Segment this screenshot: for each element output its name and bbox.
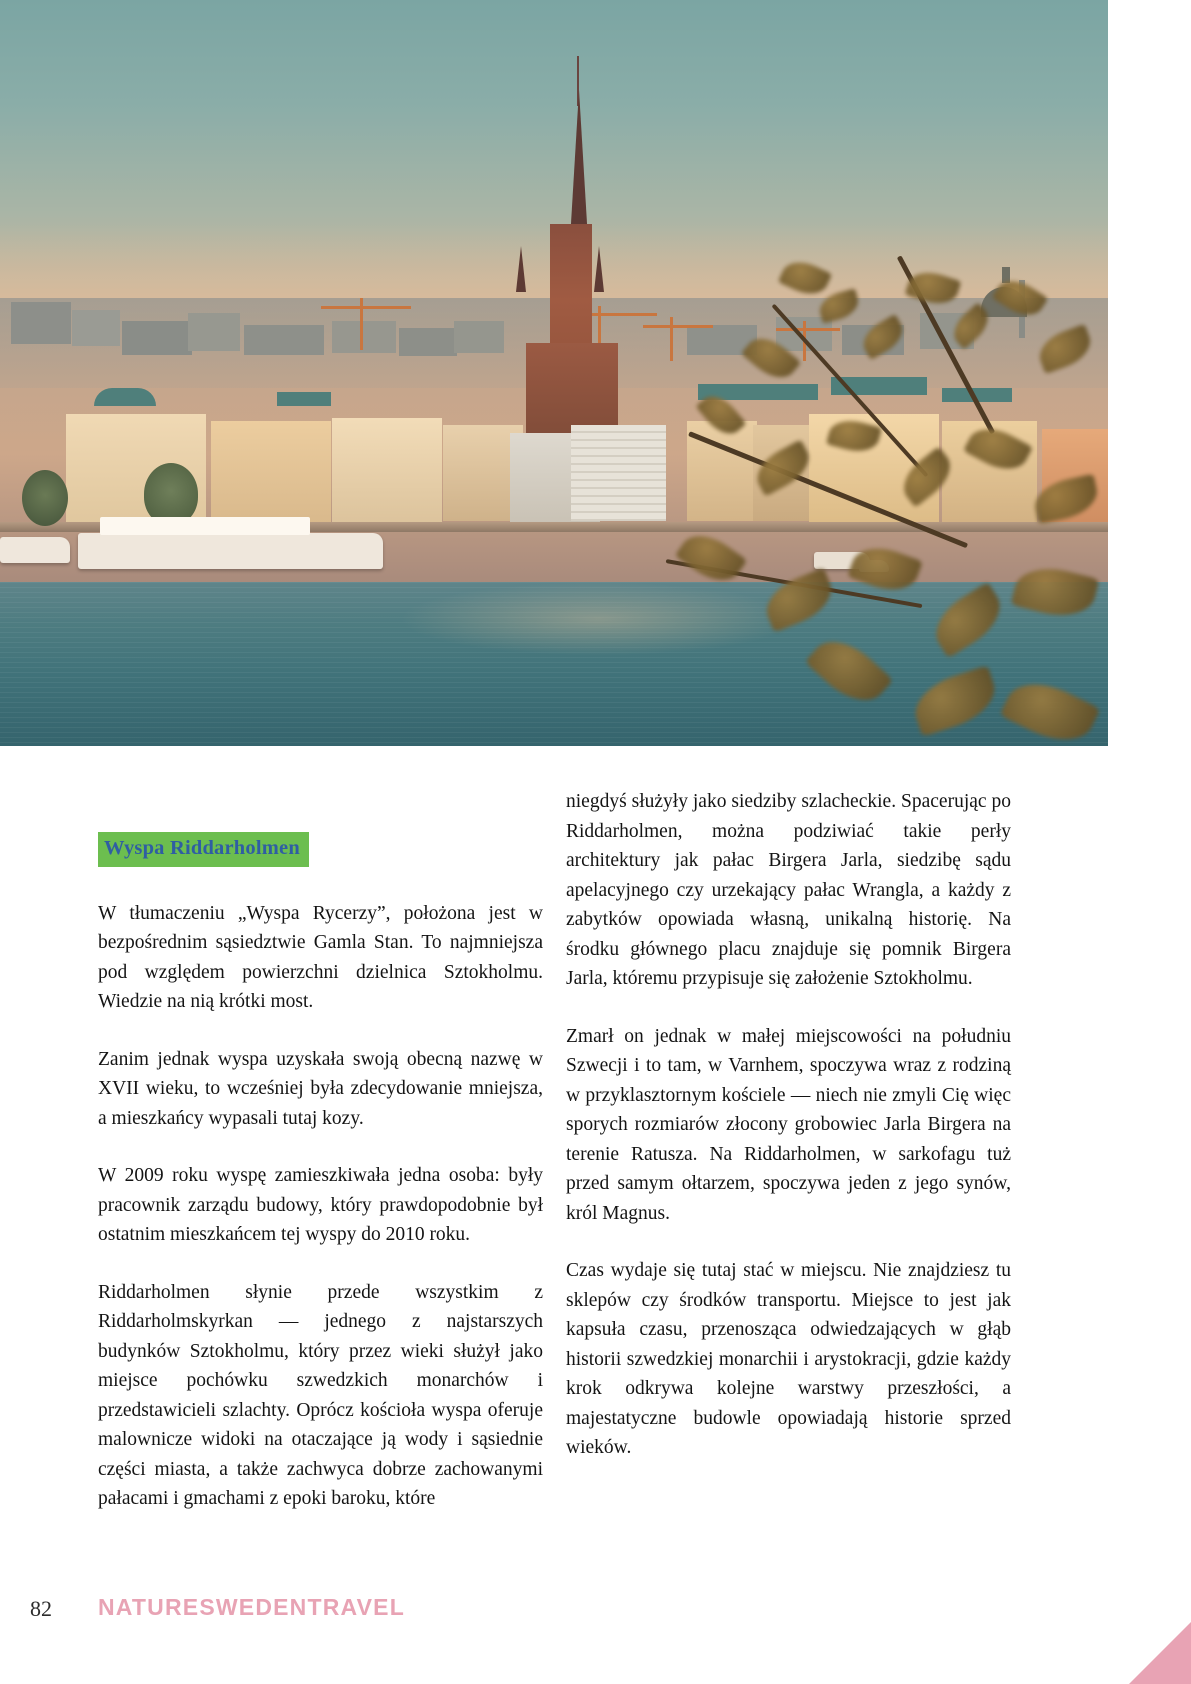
page-footer [0,1524,1191,1684]
moored-boat [0,537,70,563]
building-block [687,325,757,355]
crane-mast [803,321,806,361]
building-block [122,321,192,355]
building-block [188,313,240,351]
waterfront-facade [211,421,331,523]
waterfront-facade [687,421,757,521]
crane-arm [643,325,713,328]
corner-accent-triangle [1129,1622,1191,1684]
teal-roof [277,392,331,406]
waterfront-facade [809,414,939,526]
waterfront-facade [1042,429,1108,525]
waterfront-facade [753,425,813,521]
waterfront-facade [942,421,1037,525]
building-block [842,325,904,355]
building-block [11,302,71,344]
scaffolding [571,425,666,521]
tree [22,470,68,526]
dome-lantern [1002,267,1010,283]
article-content [0,746,1191,1684]
building-block [72,310,120,346]
crane-arm [321,306,411,309]
paragraph: niegdyś służyły jako siedziby szlacheckie. Spacerując po Riddarholmen, można podziwiać takie perły architektury jak pałac Birgera Jarla, siedzibę sądu apelacyjnego czy urzekający pałac Wrangla, a każdy z zabytków opowiada własną, unikalną historię. Na środku głównego placu znajduje się pomnik Birgera Jarla, któremu przypisuje się założenie Sztokholmu. [566,791,1011,989]
church-side-spire [516,246,526,292]
teal-roof [942,388,1012,402]
building-block [244,325,324,355]
left-text-column [98,832,543,1514]
paragraph: W tłumaczeniu „Wyspa Rycerzy”, położona jest w bezpośrednim sąsiedztwie Gamla Stan. To najmniejsza pod względem powierzchni dzielnica Sztokholmu. Wiedzie na nią krótki most. [98,902,543,1013]
building-block [454,321,504,353]
paragraph: Riddarholmen słynie przede wszystkim z Riddarholmskyrkan — jednego z najstarszych budynków Sztokholmu, który przez wieki służył jako miejsce pochówku szwedzkich monarchów i przedstawicieli szlachty. Oprócz kościoła wyspa oferuje malownicze widoki na otaczające ją wody i sąsiednie części miasta, a także zachwyca dobrze zachowanymi pałacami i gmachami z epoki baroku, które [98,1281,543,1510]
teal-roof [698,384,818,400]
brand-wordmark: NATURESWEDENTRAVEL [98,1594,405,1620]
building-block [332,321,396,353]
hero-photo [0,0,1108,746]
page-number: 82 [30,1596,52,1621]
water-reflection [399,582,798,657]
church-side-spire [594,246,604,292]
paragraph: Zanim jednak wyspa uzyskała swoją obecną nazwę w XVII wieku, to wcześniej była zdecydowanie mniejsza, a mieszkańcy wypasali tutaj kozy. [98,1048,543,1129]
right-text-column [566,787,1011,1463]
small-boat [859,560,889,572]
waterfront-facade [332,418,442,524]
building-block [399,328,457,356]
paragraph: Czas wydaje się tutaj stać w miejscu. Nie znajdziesz tu sklepów czy środków transportu. Miejsce to jest jak kapsuła czasu, przenosząca odwiedzających w głąb historii szwedzkiej monarchii i arystokracji, gdzie każdy krok odkrywa kolejne warstwy przeszłości, a majestatyczne budowle opowiadają historie sprzed wieków. [566,1260,1011,1458]
teal-roof [831,377,927,395]
section-heading: Wyspa Riddarholmen [98,832,309,867]
section-heading-wrapper [98,832,543,867]
paragraph: W 2009 roku wyspę zamieszkiwała jedna osoba: były pracownik zarządu budowy, który prawdopodobnie był ostatnim mieszkańcem tej wyspy do 2010 roku. [98,1165,543,1246]
tree [144,463,198,525]
teal-roof [94,388,156,406]
boat-superstructure [100,517,310,535]
church-spire [570,90,588,240]
moored-boat [78,533,383,569]
building-block [920,313,974,349]
crane-arm [776,328,840,331]
paragraph: Zmarł on jednak w małej miejscowości na południu Szwecji i to tam, w Varnhem, spoczywa wraz z rodziną w przyklasztornym kościele — niech nie zmyli Cię więc sporych rozmiarów złocony grobowiec Jarla Birgera na terenie Ratusza. Na Riddarholmen, w sarkofagu tuż przed samym ołtarzem, spoczywa jeden z jego synów, król Magnus. [566,1025,1011,1224]
